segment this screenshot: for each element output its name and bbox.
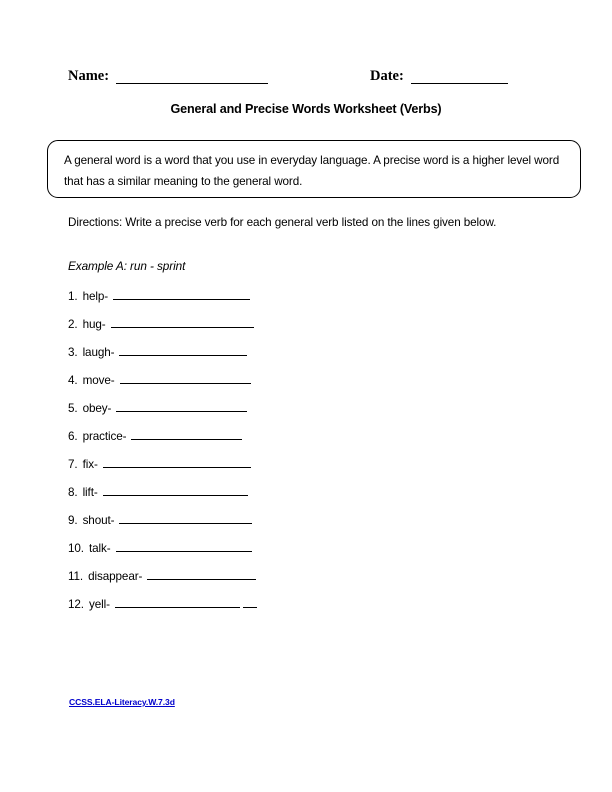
name-date-row xyxy=(68,68,548,90)
example-text: Example A: run - sprint xyxy=(68,259,186,273)
verb-answer-line[interactable] xyxy=(119,344,247,356)
verb-item-word: hug- xyxy=(82,318,106,331)
verb-answer-line[interactable] xyxy=(120,372,251,384)
verb-answer-line[interactable] xyxy=(147,568,256,580)
verb-answer-line[interactable] xyxy=(119,512,252,524)
verb-item-label: 11. xyxy=(68,570,84,583)
verb-item-label: 6. xyxy=(68,430,78,443)
verb-item-label: 1. xyxy=(68,290,78,303)
page-title: General and Precise Words Worksheet (Verbs) xyxy=(170,102,442,116)
verb-item-label: 8. xyxy=(68,486,78,499)
verb-list xyxy=(68,288,368,624)
verb-item-label: 12. xyxy=(68,598,84,611)
verb-list-item xyxy=(68,568,368,596)
verb-list-item xyxy=(68,372,368,400)
verb-item-word: obey- xyxy=(82,402,112,415)
verb-item-label: 2. xyxy=(68,318,78,331)
verb-item-label: 10. xyxy=(68,542,84,555)
verb-list-item xyxy=(68,428,368,456)
verb-list-item xyxy=(68,400,368,428)
verb-answer-line[interactable] xyxy=(116,400,247,412)
verb-list-item xyxy=(68,316,368,344)
name-label: Name: xyxy=(68,68,110,84)
date-label: Date: xyxy=(370,68,404,84)
verb-item-word: lift- xyxy=(82,486,98,499)
verb-item-word: yell- xyxy=(88,598,110,611)
verb-list-item xyxy=(68,596,368,624)
verb-answer-line[interactable] xyxy=(111,316,254,328)
directions-text: Directions: Write a precise verb for each general verb listed on the lines given below. xyxy=(68,216,497,229)
verb-list-item xyxy=(68,288,368,316)
ccss-standard-link[interactable]: CCSS.ELA-Literacy.W.7.3d xyxy=(69,697,175,707)
verb-item-word: disappear- xyxy=(88,570,143,583)
name-write-in-line[interactable] xyxy=(116,70,268,84)
verb-item-label: 3. xyxy=(68,346,78,359)
verb-item-word: laugh- xyxy=(82,346,115,359)
verb-answer-line[interactable] xyxy=(103,484,248,496)
verb-list-item xyxy=(68,512,368,540)
verb-item-word: shout- xyxy=(82,514,115,527)
verb-answer-line[interactable] xyxy=(103,456,251,468)
definition-box xyxy=(47,140,581,198)
name-field-group xyxy=(68,68,268,84)
date-write-in-line[interactable] xyxy=(411,70,508,84)
verb-item-word: help- xyxy=(82,290,109,303)
verb-item-label: 7. xyxy=(68,458,78,471)
verb-answer-line[interactable] xyxy=(113,288,250,300)
date-field-group xyxy=(370,68,508,84)
verb-item-word: move- xyxy=(82,374,115,387)
verb-item-label: 4. xyxy=(68,374,78,387)
verb-item-word: talk- xyxy=(88,542,111,555)
verb-item-label: 5. xyxy=(68,402,78,415)
verb-item-label: 9. xyxy=(68,514,78,527)
verb-answer-line[interactable] xyxy=(115,596,240,608)
verb-item-word: fix- xyxy=(82,458,98,471)
verb-item-word: practice- xyxy=(82,430,127,443)
verb-list-item xyxy=(68,344,368,372)
definition-text: A general word is a word that you use in everyday language. A precise word is a higher level word that has a similar meaning to the general word. xyxy=(64,154,560,188)
verb-list-item xyxy=(68,456,368,484)
verb-list-item xyxy=(68,484,368,512)
verb-answer-line[interactable] xyxy=(116,540,252,552)
verb-answer-line[interactable] xyxy=(131,428,242,440)
verb-answer-line-extra[interactable] xyxy=(243,596,257,608)
verb-list-item xyxy=(68,540,368,568)
